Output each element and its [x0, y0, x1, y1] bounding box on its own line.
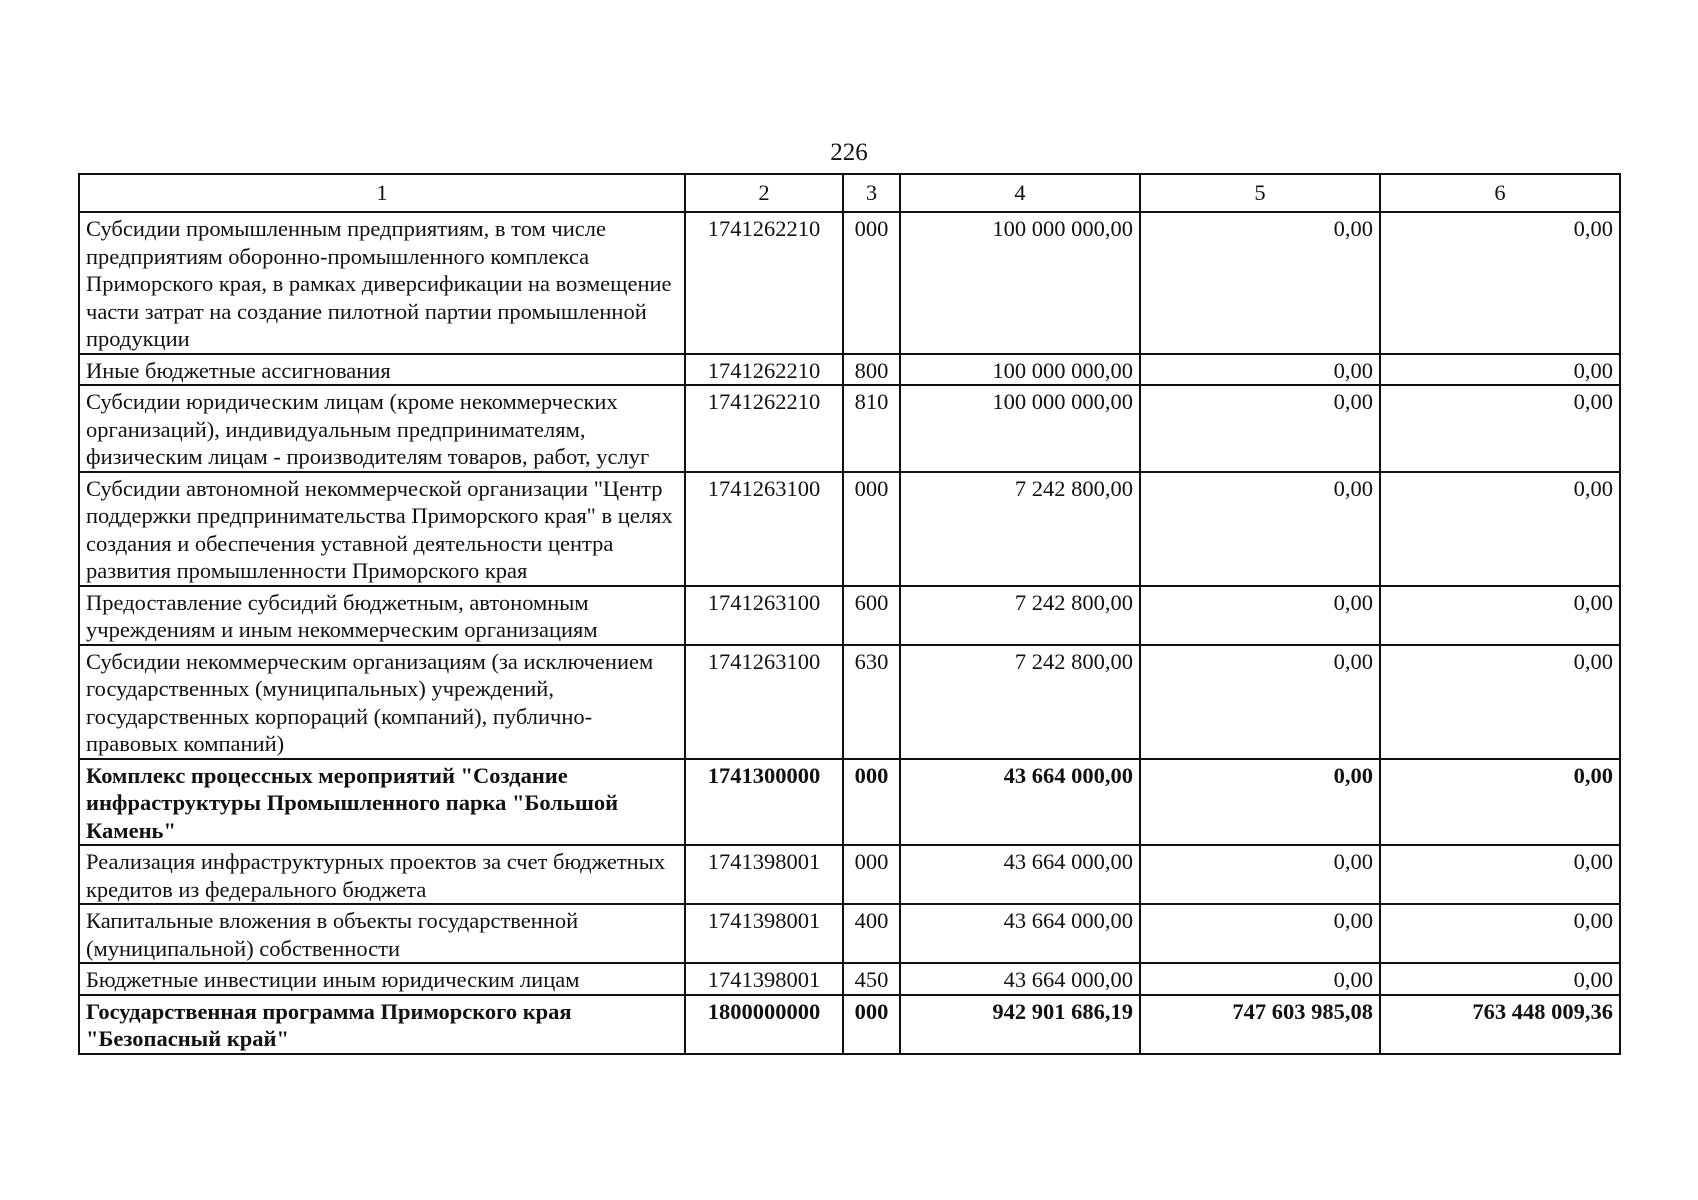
column-header: 4 — [900, 174, 1140, 212]
amount-year-2: 0,00 — [1140, 645, 1380, 759]
amount-year-1: 43 664 000,00 — [900, 904, 1140, 963]
row-name: Субсидии автономной некоммерческой организации "Центр поддержки предпринимательства Приморского края" в целях создания и обеспечения уставной деятельности центра развития промышленности Приморского края — [79, 472, 685, 586]
amount-year-2: 0,00 — [1140, 759, 1380, 846]
budget-table — [78, 173, 1621, 1055]
target-code: 1741263100 — [685, 586, 843, 645]
expense-type-code: 000 — [843, 472, 900, 586]
column-header: 5 — [1140, 174, 1380, 212]
amount-year-2: 0,00 — [1140, 586, 1380, 645]
expense-type-code: 450 — [843, 963, 900, 995]
table-header-row — [79, 174, 1620, 212]
amount-year-2: 0,00 — [1140, 354, 1380, 386]
target-code: 1741398001 — [685, 963, 843, 995]
target-code: 1741263100 — [685, 472, 843, 586]
expense-type-code: 000 — [843, 759, 900, 846]
amount-year-3: 763 448 009,36 — [1380, 995, 1620, 1054]
amount-year-3: 0,00 — [1380, 472, 1620, 586]
table-row — [79, 586, 1620, 645]
row-name: Предоставление субсидий бюджетным, автономным учреждениям и иным некоммерческим организациям — [79, 586, 685, 645]
amount-year-2: 0,00 — [1140, 963, 1380, 995]
expense-type-code: 000 — [843, 845, 900, 904]
amount-year-1: 100 000 000,00 — [900, 212, 1140, 354]
amount-year-2: 0,00 — [1140, 472, 1380, 586]
amount-year-1: 942 901 686,19 — [900, 995, 1140, 1054]
expense-type-code: 630 — [843, 645, 900, 759]
expense-type-code: 000 — [843, 212, 900, 354]
target-code: 1741263100 — [685, 645, 843, 759]
amount-year-1: 43 664 000,00 — [900, 845, 1140, 904]
amount-year-3: 0,00 — [1380, 759, 1620, 846]
table-row — [79, 645, 1620, 759]
column-header: 6 — [1380, 174, 1620, 212]
amount-year-1: 7 242 800,00 — [900, 472, 1140, 586]
amount-year-3: 0,00 — [1380, 845, 1620, 904]
amount-year-3: 0,00 — [1380, 645, 1620, 759]
amount-year-3: 0,00 — [1380, 212, 1620, 354]
table-row — [79, 212, 1620, 354]
table-row — [79, 995, 1620, 1054]
amount-year-2: 747 603 985,08 — [1140, 995, 1380, 1054]
page-number: 226 — [830, 139, 868, 166]
table-row — [79, 354, 1620, 386]
amount-year-3: 0,00 — [1380, 385, 1620, 472]
table-row — [79, 845, 1620, 904]
expense-type-code: 400 — [843, 904, 900, 963]
amount-year-1: 100 000 000,00 — [900, 354, 1140, 386]
row-name: Капитальные вложения в объекты государственной (муниципальной) собственности — [79, 904, 685, 963]
expense-type-code: 600 — [843, 586, 900, 645]
amount-year-3: 0,00 — [1380, 586, 1620, 645]
target-code: 1741262210 — [685, 385, 843, 472]
row-name: Субсидии юридическим лицам (кроме некоммерческих организаций), индивидуальным предпринимателям, физическим лицам - производителям товаров, работ, услуг — [79, 385, 685, 472]
row-name: Комплекс процессных мероприятий "Создание инфраструктуры Промышленного парка "Большой Камень" — [79, 759, 685, 846]
amount-year-1: 7 242 800,00 — [900, 586, 1140, 645]
amount-year-2: 0,00 — [1140, 904, 1380, 963]
target-code: 1741398001 — [685, 845, 843, 904]
expense-type-code: 800 — [843, 354, 900, 386]
table-row — [79, 904, 1620, 963]
table-body — [79, 212, 1620, 1054]
row-name: Бюджетные инвестиции иным юридическим лицам — [79, 963, 685, 995]
expense-type-code: 810 — [843, 385, 900, 472]
table-row — [79, 472, 1620, 586]
target-code: 1800000000 — [685, 995, 843, 1054]
target-code: 1741300000 — [685, 759, 843, 846]
amount-year-1: 43 664 000,00 — [900, 759, 1140, 846]
amount-year-3: 0,00 — [1380, 963, 1620, 995]
table-row — [79, 759, 1620, 846]
amount-year-2: 0,00 — [1140, 212, 1380, 354]
amount-year-2: 0,00 — [1140, 845, 1380, 904]
target-code: 1741262210 — [685, 212, 843, 354]
amount-year-3: 0,00 — [1380, 354, 1620, 386]
amount-year-1: 43 664 000,00 — [900, 963, 1140, 995]
amount-year-1: 100 000 000,00 — [900, 385, 1140, 472]
target-code: 1741398001 — [685, 904, 843, 963]
column-header: 2 — [685, 174, 843, 212]
row-name: Государственная программа Приморского края "Безопасный край" — [79, 995, 685, 1054]
column-header: 1 — [79, 174, 685, 212]
row-name: Субсидии некоммерческим организациям (за исключением государственных (муниципальных) учреждений, государственных корпораций (компаний), публично-правовых компаний) — [79, 645, 685, 759]
table-row — [79, 385, 1620, 472]
amount-year-1: 7 242 800,00 — [900, 645, 1140, 759]
table-row — [79, 963, 1620, 995]
expense-type-code: 000 — [843, 995, 900, 1054]
row-name: Субсидии промышленным предприятиям, в том числе предприятиям оборонно-промышленного комплекса Приморского края, в рамках диверсификации на возмещение части затрат на создание пилотной партии промышленной продукции — [79, 212, 685, 354]
amount-year-2: 0,00 — [1140, 385, 1380, 472]
row-name: Иные бюджетные ассигнования — [79, 354, 685, 386]
row-name: Реализация инфраструктурных проектов за счет бюджетных кредитов из федерального бюджета — [79, 845, 685, 904]
column-header: 3 — [843, 174, 900, 212]
amount-year-3: 0,00 — [1380, 904, 1620, 963]
target-code: 1741262210 — [685, 354, 843, 386]
